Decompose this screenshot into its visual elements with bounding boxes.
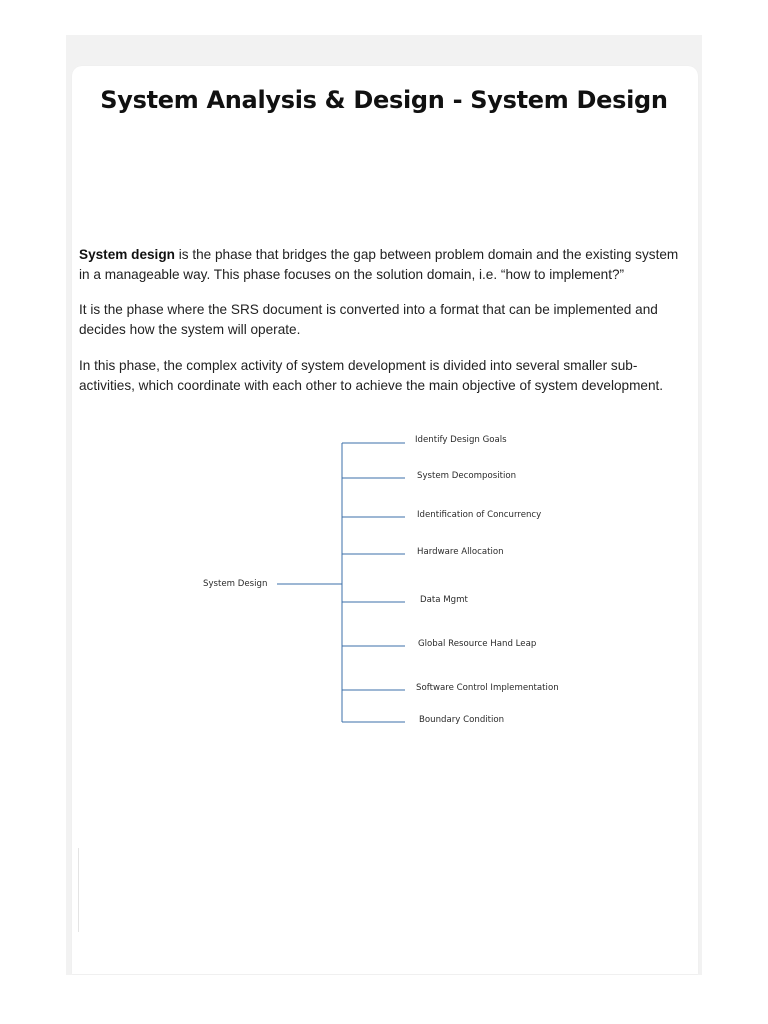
branch-label: Identify Design Goals [415, 435, 507, 445]
branch-label: Boundary Condition [419, 715, 505, 725]
branch-label: System Decomposition [417, 471, 517, 481]
branch-label: Identification of Concurrency [417, 510, 542, 520]
term-system-design: System design [79, 247, 175, 262]
document-page [72, 66, 698, 974]
branch-label: Global Resource Hand Leap [418, 639, 537, 649]
page-title: System Analysis & Design - System Design [100, 86, 668, 114]
paragraph-srs: It is the phase where the SRS document is converted into a format that can be implemented and decides how the system will operate. [79, 302, 658, 337]
paragraph-definition [79, 245, 691, 285]
paragraph-definition-text: is the phase that bridges the gap between problem domain and the existing system in a manageable way. This phase focuses on the solution domain, i.e. “how to implement?” [79, 247, 679, 282]
paragraph-sub-activities: In this phase, the complex activity of system development is divided into several smaller sub-activities, which coordinate with each other to achieve the main objective of system development. [79, 358, 664, 393]
branch-label: Data Mgmt [420, 595, 468, 605]
page-edge-mark [78, 848, 79, 932]
branch-label: Software Control Implementation [416, 683, 559, 693]
branch-label: Hardware Allocation [417, 547, 504, 557]
diagram-root-label: System Design [203, 579, 268, 589]
